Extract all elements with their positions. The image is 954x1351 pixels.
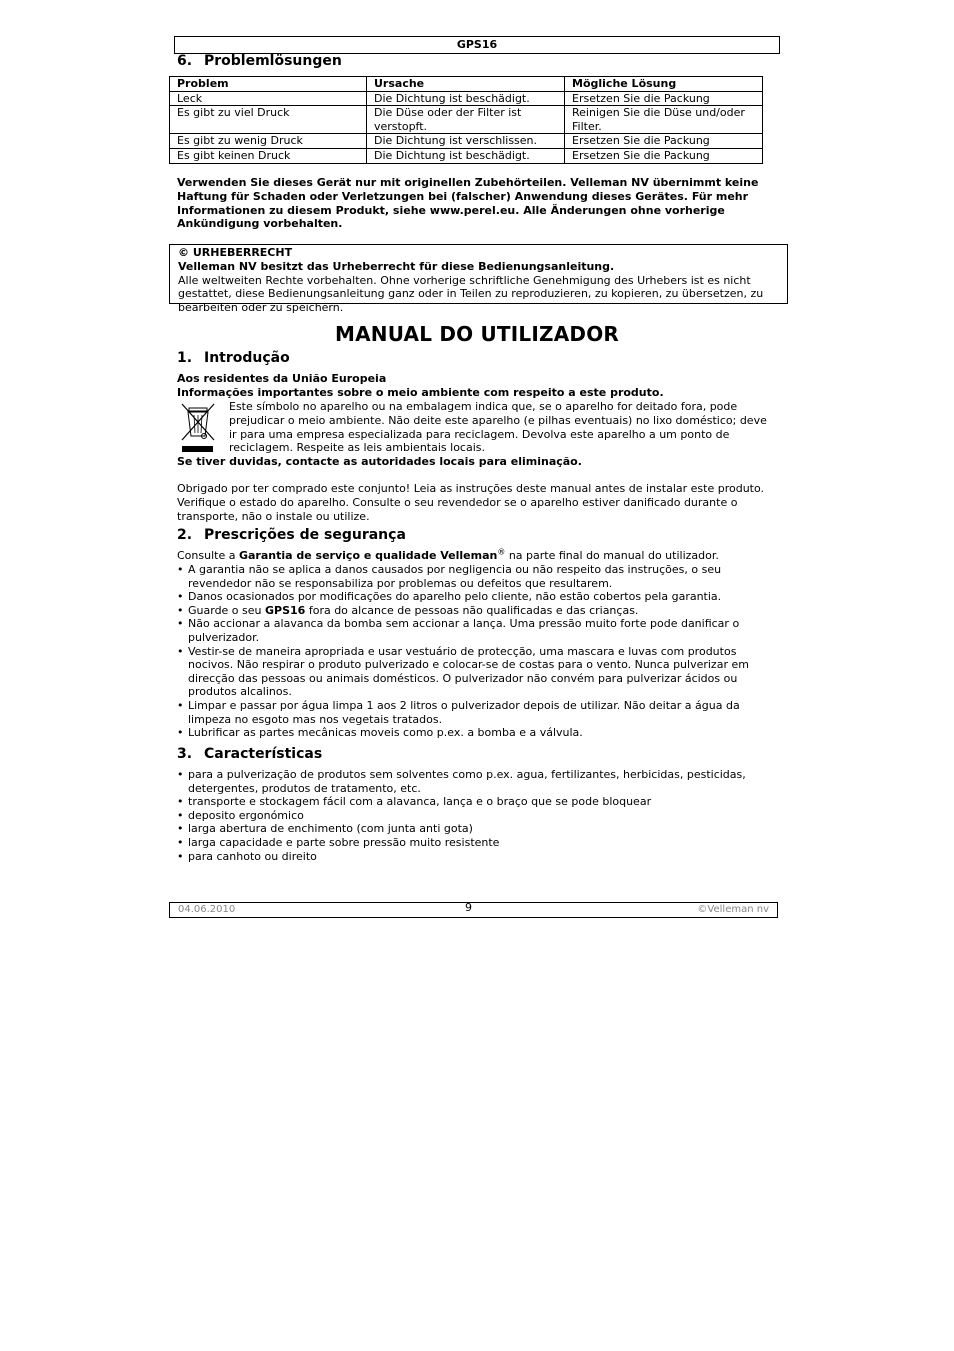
table-cell: Die Düse oder der Filter ist verstopft. [367, 106, 565, 134]
page-header [174, 36, 780, 54]
list-item: • larga abertura de enchimento (com junta anti gota) [177, 822, 777, 836]
section-6-heading: 6. Problemlösungen [177, 53, 342, 69]
section-3-heading: 3. Características [177, 746, 323, 762]
page-footer [169, 902, 778, 918]
table-cell: Die Dichtung ist beschädigt. [367, 148, 565, 163]
disposal-doubts: Se tiver duvidas, contacte as autoridades locais para eliminação. [177, 455, 582, 468]
table-cell: Ersetzen Sie die Packung [565, 134, 763, 149]
list-item: • Vestir-se de maneira apropriada e usar vestuário de protecção, uma mascara e luvas com produtos nocivos. Não respirar o produto pulverizado e colocar-se de costas para o vento. Nunca pulverizar em direcção das pessoas ou animais domésticos. O pulverizador não convém para pulverizar ácidos ou produtos alcalinos. [177, 645, 777, 699]
list-item: • Não accionar a alavanca da bomba sem accionar a lança. Uma pressão muito forte pode danificar o pulverizador. [177, 617, 777, 644]
table-row [170, 106, 763, 134]
thanks-paragraph: Obrigado por ter comprado este conjunto! Leia as instruções deste manual antes de instalar este produto. Verifique o estado do aparelho. Consulte o seu revendedor se o aparelho estiver danificado durante o transporte, não o instale ou utilize. [177, 482, 765, 523]
list-item: • para a pulverização de produtos sem solventes como p.ex. agua, fertilizantes, herbicidas, pesticidas, detergentes, produtos de tratamento, etc. [177, 768, 777, 795]
table-cell: Es gibt zu wenig Druck [170, 134, 367, 149]
section-1-heading: 1. Introdução [177, 350, 290, 366]
list-item: • larga capacidade e parte sobre pressão muito resistente [177, 836, 777, 850]
list-item: • Lubrificar as partes mecânicas moveis como p.ex. a bomba e a válvula. [177, 726, 777, 740]
safety-bullet-list [177, 563, 777, 740]
environment-heading: Informações importantes sobre o meio ambiente com respeito a este produto. [177, 386, 664, 399]
table-header-cell: Mögliche Lösung [565, 77, 763, 92]
list-item: • para canhoto ou direito [177, 850, 777, 864]
table-cell: Leck [170, 91, 367, 106]
table-cell: Es gibt keinen Druck [170, 148, 367, 163]
table-cell: Ersetzen Sie die Packung [565, 91, 763, 106]
table-header-cell: Problem [170, 77, 367, 92]
table-header-row [170, 77, 763, 92]
manual-title: MANUAL DO UTILIZADOR [335, 322, 619, 346]
page-number: 9 [465, 901, 472, 914]
eu-residents-heading: Aos residentes da União Europeia [177, 372, 387, 385]
list-item: • Limpar e passar por água limpa 1 aos 2 litros o pulverizador depois de utilizar. Não deitar a água da limpeza no esgoto mas nos vegetais tratados. [177, 699, 777, 726]
copyright-owner: Velleman NV besitzt das Urheberrecht für diese Bedienungsanleitung. [178, 259, 615, 273]
list-item: • transporte e stockagem fácil com a alavanca, lança e o braço que se pode bloquear [177, 795, 777, 809]
list-item: • Guarde o seu GPS16 fora do alcance de pessoas não qualificadas e das crianças. [177, 604, 777, 618]
table-cell: Ersetzen Sie die Packung [565, 148, 763, 163]
features-bullet-list [177, 768, 777, 863]
table-cell: Reinigen Sie die Düse und/oder Filter. [565, 106, 763, 134]
table-cell: Die Dichtung ist beschädigt. [367, 91, 565, 106]
table-cell: Die Dichtung ist verschlissen. [367, 134, 565, 149]
footer-date: 04.06.2010 [178, 904, 236, 915]
warranty-reference: Consulte a Garantia de serviço e qualidade Velleman® na parte final do manual do utilizador. [177, 547, 719, 562]
list-item: • Danos ocasionados por modificações do aparelho pelo cliente, não estão cobertos pela garantia. [177, 590, 777, 604]
crossed-out-wheelie-bin-icon [179, 402, 217, 454]
copyright-text: Alle weltweiten Rechte vorbehalten. Ohne vorherige schriftliche Genehmigung des Urhebers ist es nicht gestattet, diese Bedienungsanleitung ganz oder in Teilen zu reproduzieren, zu kopieren, zu übersetzen, zu bearbeiten oder zu speichern. [178, 273, 764, 315]
table-cell: Es gibt zu viel Druck [170, 106, 367, 134]
table-row [170, 134, 763, 149]
accessory-notice: Verwenden Sie dieses Gerät nur mit originellen Zubehörteilen. Velleman NV übernimmt keine Haftung für Schaden oder Verletzungen bei (falscher) Anwendung dieses Gerätes. Für mehr Informationen zu diesem Produkt, siehe www.perel.eu. Alle Änderungen ohne vorherige Ankündigung vorbehalten. [177, 176, 759, 231]
troubleshooting-table [169, 76, 763, 164]
header-model: GPS16 [456, 38, 498, 51]
list-item: • deposito ergonómico [177, 809, 777, 823]
table-row [170, 148, 763, 163]
weee-symbol-text: Este símbolo no aparelho ou na embalagem indica que, se o aparelho for deitado fora, pode prejudicar o meio ambiente. Não deite este aparelho (e pilhas eventuais) no lixo doméstico; deve ir para uma empresa especializada para reciclagem. Devolva este aparelho a um ponto de reciclagem. Respeite as leis ambientais locais. [229, 400, 767, 455]
table-row [170, 91, 763, 106]
table-header-cell: Ursache [367, 77, 565, 92]
copyright-heading: © URHEBERRECHT [178, 246, 293, 259]
list-item: • A garantia não se aplica a danos causados por negligencia ou não respeito das instruções, o seu revendedor não se responsabiliza por problemas ou defeitos que resultarem. [177, 563, 777, 590]
footer-copyright: ©Velleman nv [697, 904, 769, 915]
section-2-heading: 2. Prescrições de segurança [177, 527, 406, 543]
copyright-box [169, 244, 788, 315]
